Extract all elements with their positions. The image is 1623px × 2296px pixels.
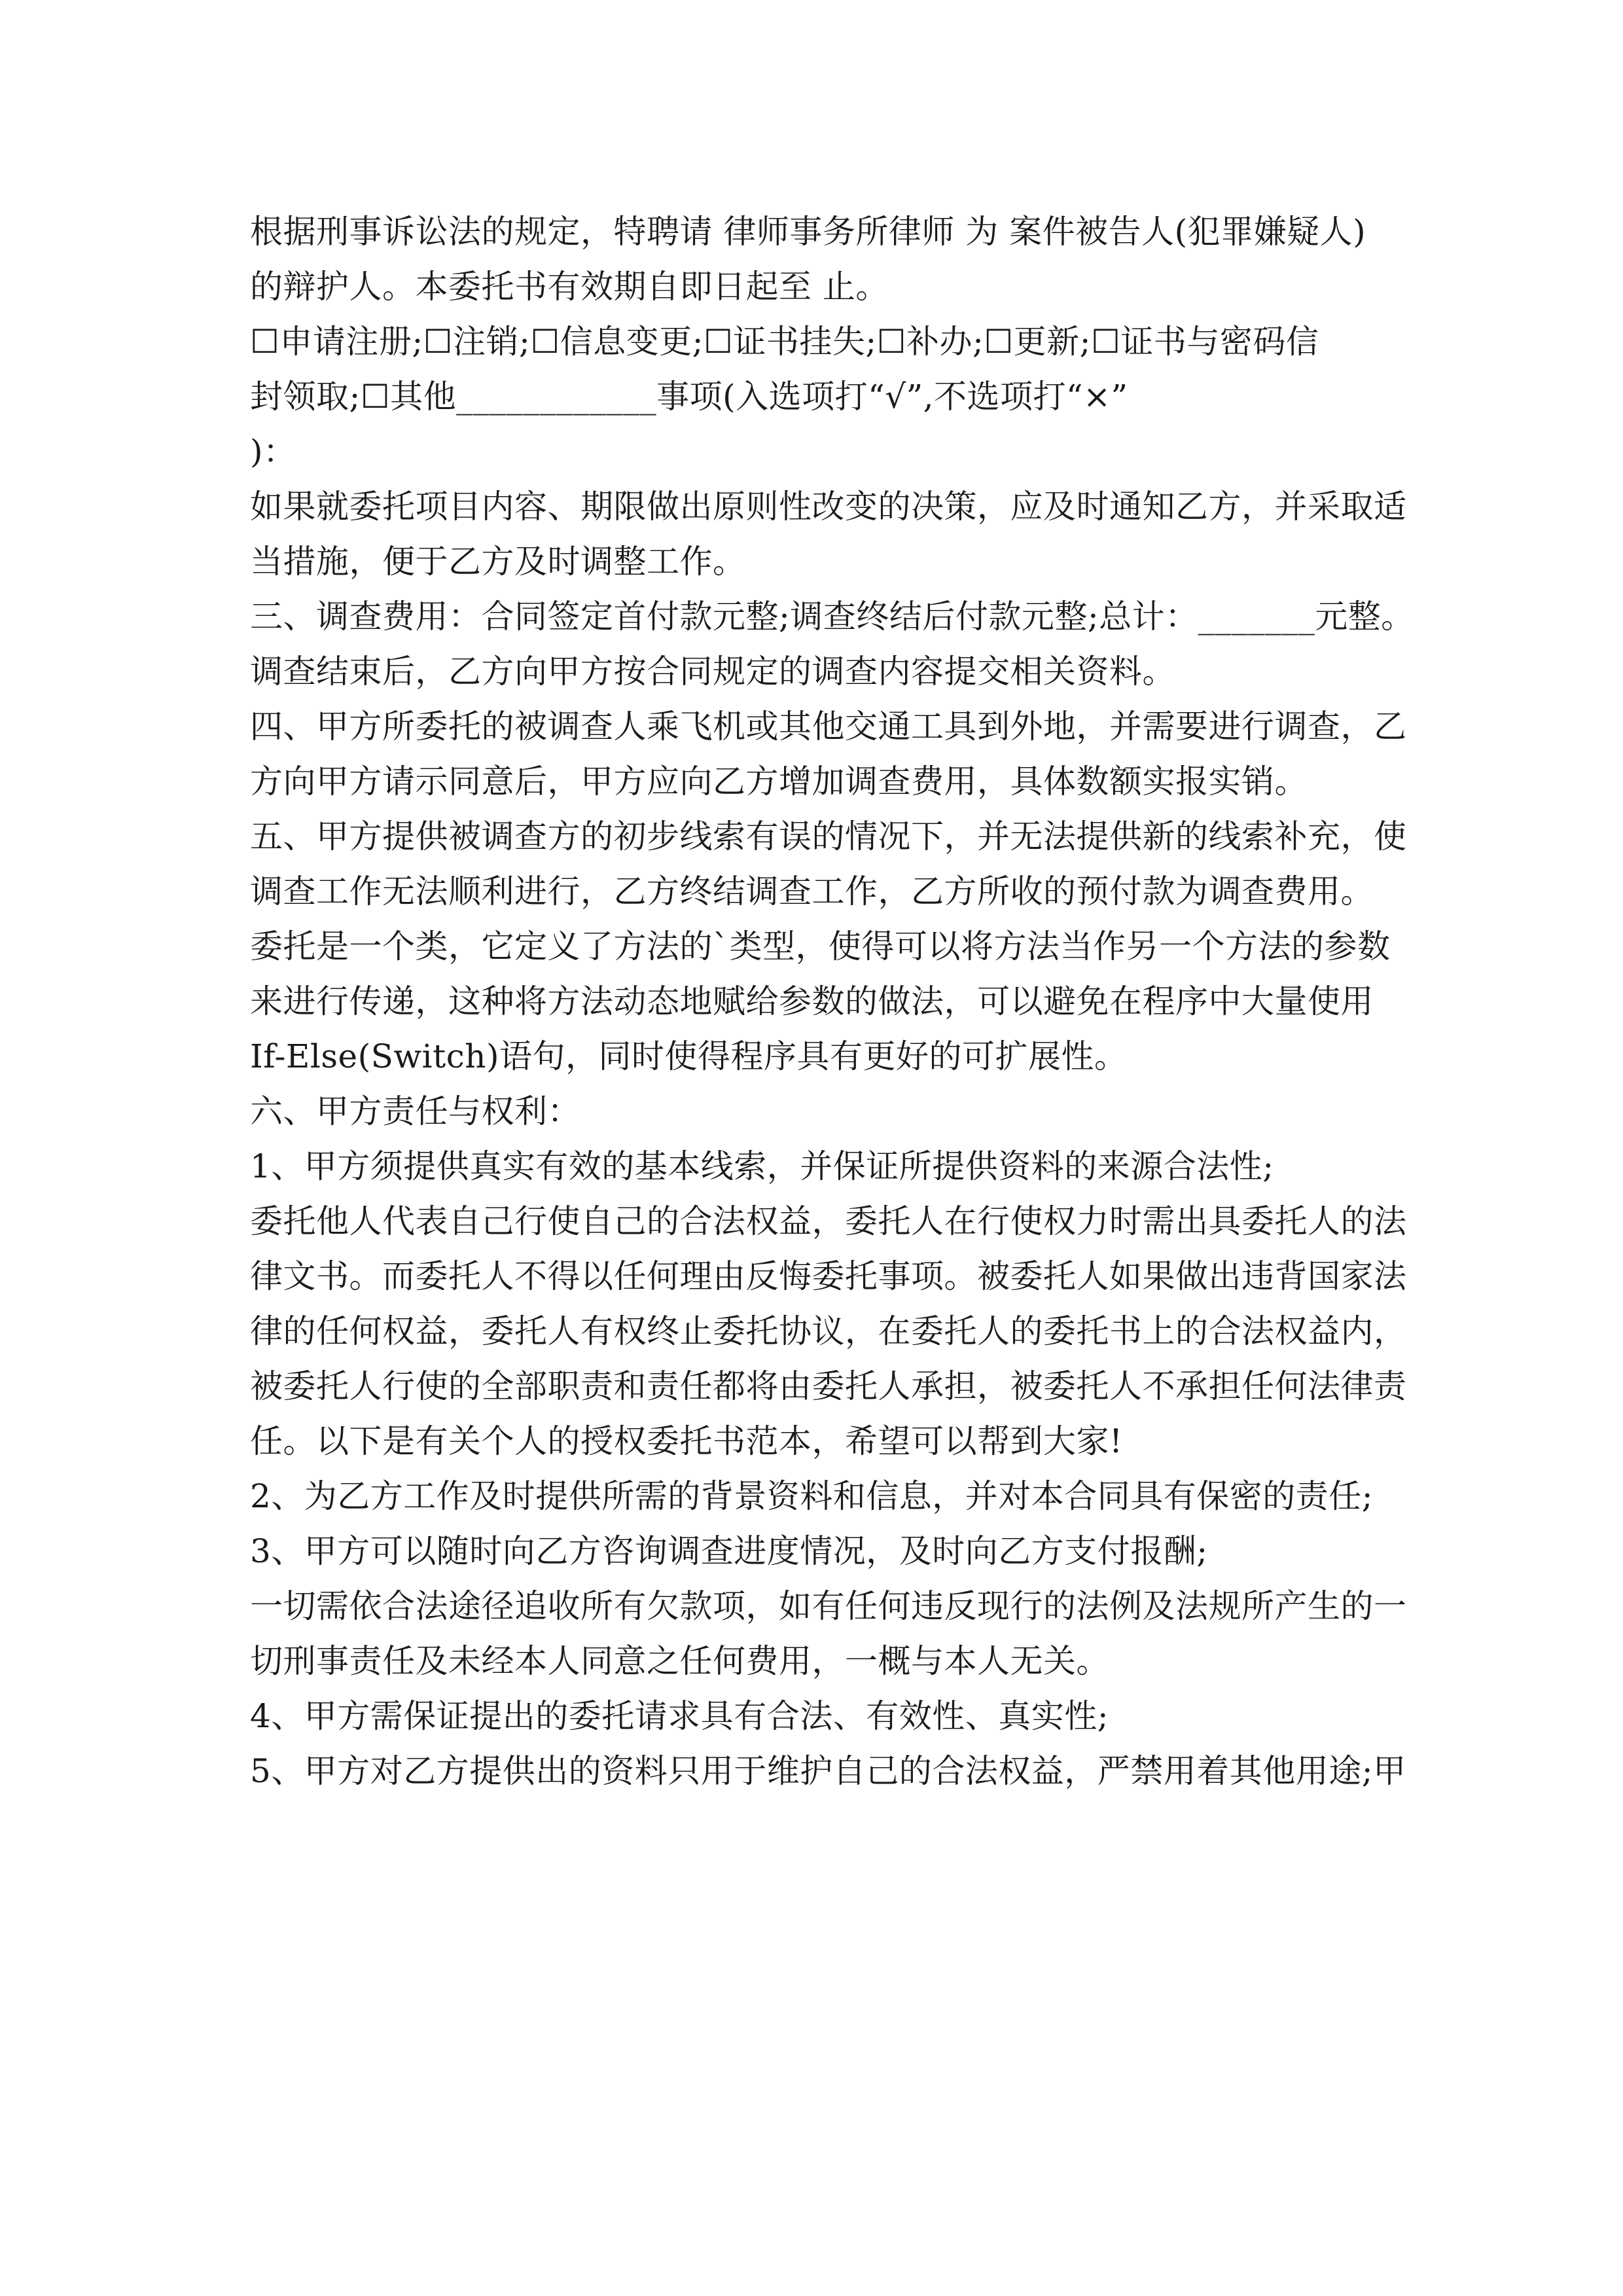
text-line: 1、甲方须提供真实有效的基本线索，并保证所提供资料的来源合法性;	[250, 1147, 1274, 1185]
text-line: 五、甲方提供被调查方的初步线索有误的情况下，并无法提供新的线索补充，使	[250, 817, 1407, 855]
text-line: )：	[250, 433, 296, 471]
text-line: 2、为乙方工作及时提供所需的背景资料和信息，并对本合同具有保密的责任;	[250, 1477, 1374, 1515]
text-line: 委托他人代表自己行使自己的合法权益，委托人在行使权力时需出具委托人的法	[250, 1202, 1407, 1240]
text-line: 四、甲方所委托的被调查人乘飞机或其他交通工具到外地，并需要进行调查，乙	[250, 708, 1407, 745]
text-line: 的辩护人。本委托书有效期自即日起至 止。	[250, 268, 889, 306]
text-line: 任。以下是有关个人的授权委托书范本，希望可以帮到大家!	[250, 1422, 1123, 1460]
text-line: If-Else(Switch)语句，同时使得程序具有更好的可扩展性。	[250, 1037, 1128, 1075]
text-line: 当措施，便于乙方及时调整工作。	[250, 543, 746, 581]
document-body	[250, 204, 1414, 1799]
text-line: ☐申请注册;☐注销;☐信息变更;☐证书挂失;☐补办;☐更新;☐证书与密码信	[250, 323, 1319, 361]
text-line: 律的任何权益，委托人有权终止委托协议，在委托人的委托书上的合法权益内，	[250, 1312, 1407, 1350]
text-line: 切刑事责任及未经本人同意之任何费用，一概与本人无关。	[250, 1642, 1109, 1680]
text-line: 如果就委托项目内容、期限做出原则性改变的决策，应及时通知乙方，并采取适	[250, 488, 1407, 526]
text-line: 被委托人行使的全部职责和责任都将由委托人承担，被委托人不承担任何法律责	[250, 1367, 1407, 1405]
text-line: 三、调查费用：合同签定首付款元整;调查终结后付款元整;总计：_______元整。	[250, 598, 1414, 636]
text-line: 调查工作无法顺利进行，乙方终结调查工作，乙方所收的预付款为调查费用。	[250, 872, 1374, 910]
text-line: 一切需依合法途径追收所有欠款项，如有任何违反现行的法例及法规所产生的一	[250, 1587, 1407, 1625]
text-line: 律文书。而委托人不得以任何理由反悔委托事项。被委托人如果做出违背国家法	[250, 1257, 1407, 1295]
text-line: 来进行传递，这种将方法动态地赋给参数的做法，可以避免在程序中大量使用	[250, 982, 1374, 1020]
text-line: 调查结束后，乙方向甲方按合同规定的调查内容提交相关资料。	[250, 653, 1175, 691]
text-line: 方向甲方请示同意后，甲方应向乙方增加调查费用，具体数额实报实销。	[250, 762, 1308, 800]
text-line: 封领取;☐其他____________事项(入选项打“√”,不选项打“×”	[250, 378, 1128, 416]
text-line: 5、甲方对乙方提供出的资料只用于维护自己的合法权益，严禁用着其他用途;甲	[250, 1752, 1406, 1790]
text-line: 六、甲方责任与权利：	[250, 1092, 580, 1130]
text-line: 委托是一个类，它定义了方法的`类型，使得可以将方法当作另一个方法的参数	[250, 927, 1391, 965]
text-line: 3、甲方可以随时向乙方咨询调查进度情况，及时向乙方支付报酬;	[250, 1532, 1208, 1570]
text-line: 根据刑事诉讼法的规定，特聘请 律师事务所律师 为 案件被告人(犯罪嫌疑人)	[250, 213, 1366, 251]
text-line: 4、甲方需保证提出的委托请求具有合法、有效性、真实性;	[250, 1697, 1109, 1735]
